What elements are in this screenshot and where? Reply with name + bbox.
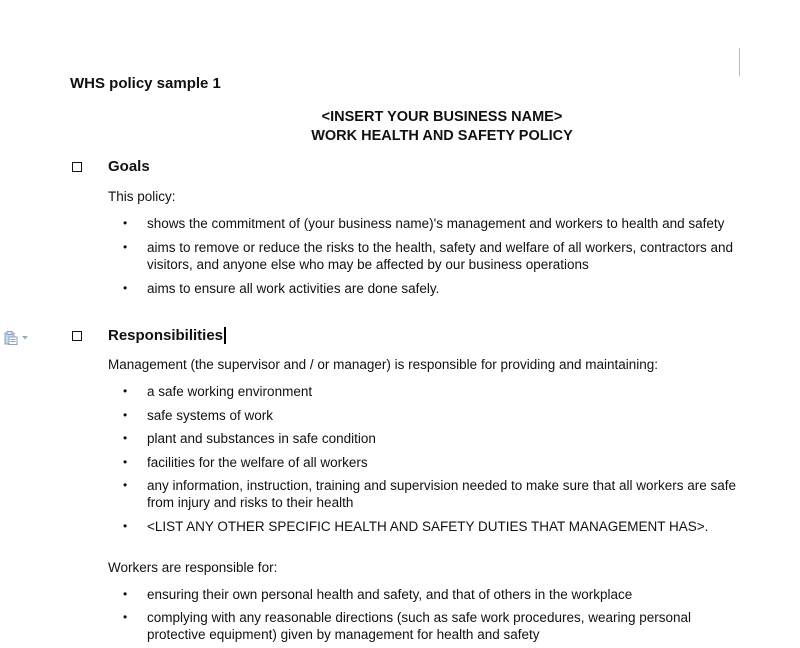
page-margin-marker bbox=[739, 48, 740, 76]
list-item bbox=[121, 215, 743, 232]
list-item-text: complying with any reasonable directions (such as safe work procedures, wearing personal protective equipment) given by management for health and safety bbox=[147, 610, 692, 642]
list-item-text: <LIST ANY OTHER SPECIFIC HEALTH AND SAFETY DUTIES THAT MANAGEMENT HAS>. bbox=[147, 518, 709, 534]
list-item bbox=[121, 407, 743, 424]
bullet-icon: • bbox=[123, 281, 128, 295]
list-item bbox=[121, 586, 743, 603]
management-duties-list bbox=[121, 383, 743, 535]
responsibilities-section-heading bbox=[72, 327, 226, 344]
goals-intro: This policy: bbox=[108, 189, 176, 204]
list-item bbox=[121, 239, 743, 273]
list-item-text: ensuring their own personal health and safety, and that of others in the workplace bbox=[147, 587, 633, 602]
workers-intro: Workers are responsible for: bbox=[108, 560, 278, 575]
workers-duties-list bbox=[121, 586, 743, 643]
list-item bbox=[121, 477, 743, 511]
list-item-text: a safe working environment bbox=[147, 384, 313, 399]
bullet-icon: • bbox=[123, 431, 128, 445]
goals-list bbox=[121, 215, 743, 297]
paste-options-icon bbox=[4, 331, 18, 345]
management-intro: Management (the supervisor and / or manager) is responsible for providing and maintaining: bbox=[108, 357, 659, 372]
bullet-icon: • bbox=[123, 610, 128, 624]
list-item-text: facilities for the welfare of all workers bbox=[147, 454, 368, 470]
list-item-text: shows the commitment of (your business name)'s management and workers to health and safety bbox=[147, 216, 725, 231]
goals-heading-text: Goals bbox=[108, 158, 150, 175]
paste-options-button[interactable] bbox=[4, 331, 28, 345]
business-name-placeholder: <INSERT YOUR BUSINESS NAME> bbox=[321, 109, 563, 125]
bullet-icon: • bbox=[123, 240, 128, 254]
list-item-text: any information, instruction, training and supervision needed to make sure that all workers are safe from injury and risks to their health bbox=[147, 478, 737, 510]
list-item-text: aims to ensure all work activities are done safely. bbox=[147, 281, 440, 296]
bullet-icon: • bbox=[123, 478, 128, 492]
bullet-icon: • bbox=[123, 518, 128, 533]
list-item bbox=[121, 454, 743, 471]
goals-checkbox[interactable] bbox=[72, 162, 82, 172]
bullet-icon: • bbox=[123, 384, 128, 398]
policy-title-text: WORK HEALTH AND SAFETY POLICY bbox=[311, 128, 573, 144]
bullet-icon: • bbox=[123, 587, 128, 601]
list-item bbox=[121, 280, 743, 297]
bullet-icon: • bbox=[123, 407, 128, 422]
document-heading: WHS policy sample 1 bbox=[70, 75, 221, 92]
policy-title bbox=[292, 108, 592, 146]
responsibilities-heading-text: Responsibilities bbox=[108, 327, 224, 344]
list-item-text: plant and substances in safe condition bbox=[147, 431, 376, 446]
list-item bbox=[121, 430, 743, 447]
responsibilities-checkbox[interactable] bbox=[72, 331, 82, 341]
list-item-text: aims to remove or reduce the risks to the health, safety and welfare of all workers, contractors and visitors, and anyone else who may be affected by our business operations bbox=[147, 240, 734, 272]
goals-section-heading bbox=[72, 158, 150, 175]
bullet-icon: • bbox=[123, 454, 128, 469]
list-item bbox=[121, 383, 743, 400]
list-item bbox=[121, 609, 743, 643]
text-cursor bbox=[224, 327, 226, 344]
list-item bbox=[121, 518, 743, 535]
chevron-down-icon bbox=[22, 336, 28, 340]
list-item-text: safe systems of work bbox=[147, 407, 274, 423]
bullet-icon: • bbox=[123, 216, 128, 230]
